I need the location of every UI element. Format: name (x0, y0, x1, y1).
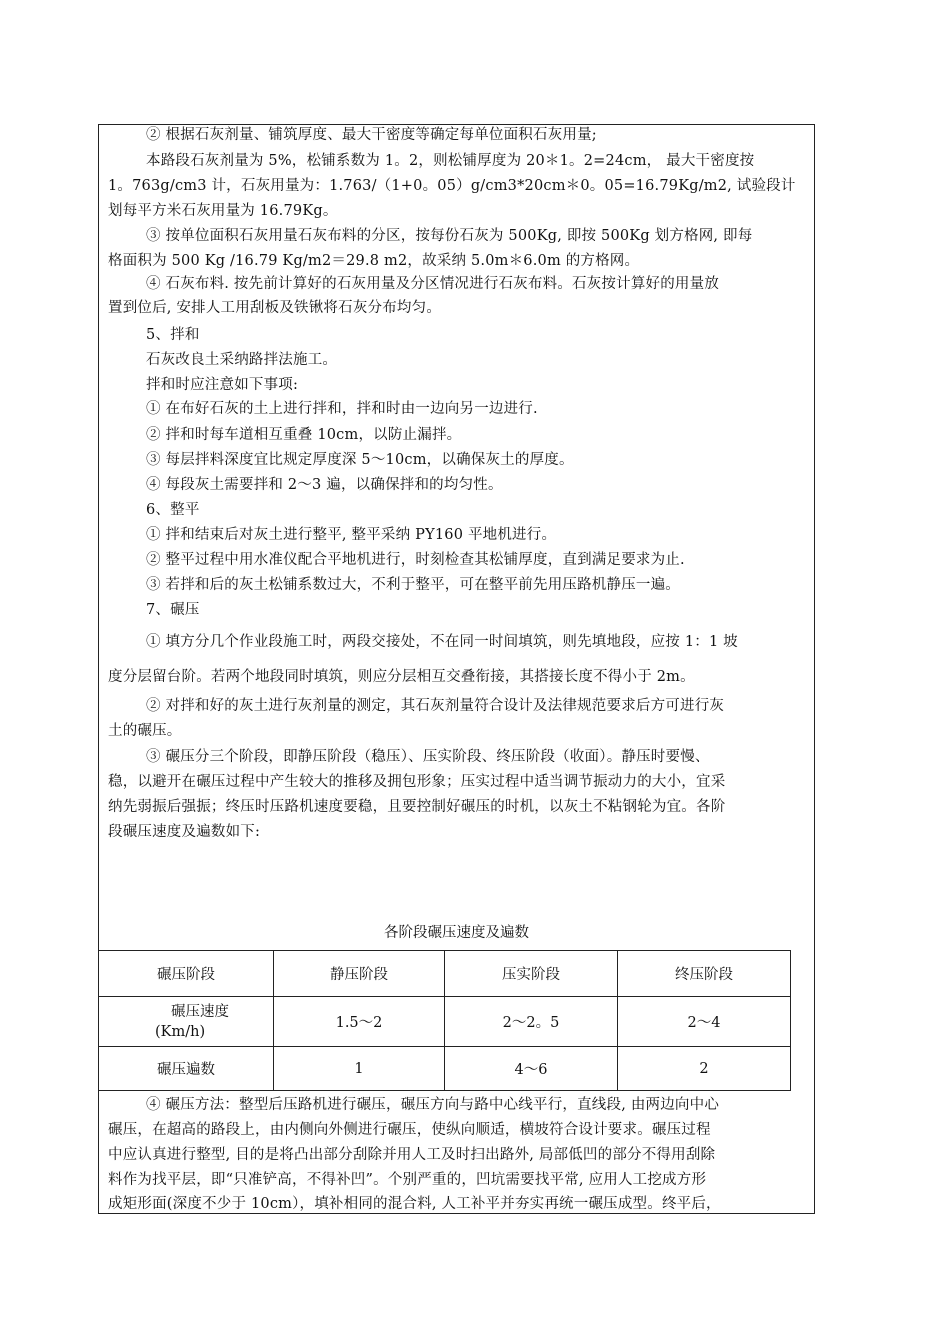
section-heading: 6、整平 (146, 502, 200, 518)
text-line: 稳，以避开在碾压过程中产生较大的推移及拥包形象；压实过程中适当调节振动力的大小，宜采 (108, 774, 726, 790)
text-line: 料作为找平层，即“只准铲高，不得补凹”。个别严重的，凹坑需要找平常, 应用人工挖成方形 (108, 1172, 707, 1188)
table-row-label: 碾压遍数 (99, 1047, 274, 1091)
table-header-cell: 碾压阶段 (99, 951, 274, 997)
text-line: 置到位后, 安排人工用刮板及铁锹将石灰分布均匀。 (108, 300, 442, 316)
list-item: ③ 每层拌料深度宜比规定厚度深 5～10cm，以确保灰土的厚度。 (146, 452, 574, 468)
text-line: ① 填方分几个作业段施工时，两段交接处，不在同一时间填筑，则先填地段，应按 1：1 坡 (146, 634, 738, 650)
rolling-speed-table (98, 950, 791, 1091)
table-cell: 1 (274, 1047, 445, 1091)
text-line: 格面积为 500 Kg /16.79 Kg/m2＝29.8 m2，故采纳 5.0m＊6.0m 的方格网。 (108, 253, 640, 269)
text-line: 度分层留台阶。若两个地段同时填筑，则应分层相互交叠衔接，其搭接长度不得小于 2m。 (108, 669, 695, 685)
text-line: 拌和时应注意如下事项: (146, 377, 299, 393)
table-row (99, 997, 791, 1047)
table-header-cell: 静压阶段 (274, 951, 445, 997)
table-row-label (99, 997, 274, 1047)
table-cell: 2～2。5 (445, 997, 618, 1047)
section-heading: 7、碾压 (146, 602, 200, 618)
text-line: ② 对拌和好的灰土进行灰剂量的测定，其石灰剂量符合设计及法律规范要求后方可进行灰 (146, 698, 725, 714)
table-cell: 2～4 (618, 997, 791, 1047)
text-line: ③ 按单位面积石灰用量石灰布料的分区，按每份石灰为 500Kg, 即按 500Kg 划方格网, 即每 (146, 228, 753, 244)
list-item: ① 在布好石灰的土上进行拌和，拌和时由一边向另一边进行. (146, 401, 538, 417)
table-cell: 2 (618, 1047, 791, 1091)
table-caption: 各阶段碾压速度及遍数 (384, 925, 529, 941)
text-line: 划每平方米石灰用量为 16.79Kg。 (108, 203, 338, 219)
table-cell: 1.5～2 (274, 997, 445, 1047)
list-item: ① 拌和结束后对灰土进行整平, 整平采纳 PY160 平地机进行。 (146, 527, 557, 543)
text-line: 石灰改良土采纳路拌法施工。 (146, 352, 338, 368)
text-line: 中应认真进行整型, 目的是将凸出部分刮除并用人工及时扫出路外, 局部低凹的部分不得用刮除 (108, 1147, 716, 1163)
text-line: 成矩形面(深度不少于 10cm），填补相同的混合料, 人工补平并夯实再统一碾压成型。终平后， (108, 1196, 721, 1212)
text-line: 本路段石灰剂量为 5%，松铺系数为 1。2，则松铺厚度为 20＊1。2=24cm， 最大干密度按 (146, 153, 755, 169)
text-line: 碾压，在超高的路段上，由内侧向外侧进行碾压，使纵向顺适，横坡符合设计要求。碾压过程 (108, 1122, 711, 1138)
list-item: ④ 每段灰土需要拌和 2～3 遍，以确保拌和的均匀性。 (146, 477, 503, 493)
text-line: ② 根据石灰剂量、铺筑厚度、最大干密度等确定每单位面积石灰用量; (146, 127, 597, 143)
table-header-row (99, 951, 791, 997)
text-line: 段碾压速度及遍数如下: (108, 824, 261, 840)
text-line: 纳先弱振后强振；终压时压路机速度要稳，且要控制好碾压的时机，以灰土不粘钢轮为宜。各阶 (108, 799, 726, 815)
text-line: 土的碾压。 (108, 723, 182, 739)
list-item: ② 拌和时每车道相互重叠 10cm，以防止漏拌。 (146, 427, 462, 443)
section-heading: 5、拌和 (146, 327, 200, 343)
text-line: ④ 石灰布料. 按先前计算好的石灰用量及分区情况进行石灰布料。石灰按计算好的用量放 (146, 276, 720, 292)
list-item: ③ 若拌和后的灰土松铺系数过大，不利于整平，可在整平前先用压路机静压一遍。 (146, 577, 681, 593)
table-row (99, 1047, 791, 1091)
text-line: ④ 碾压方法：整型后压路机进行碾压，碾压方向与路中心线平行，直线段, 由两边向中心 (146, 1097, 720, 1113)
table-header-cell: 压实阶段 (445, 951, 618, 997)
table-row-label-main: 碾压速度 (171, 1003, 229, 1020)
table-row-label-unit: (Km/h) (155, 1023, 206, 1040)
table-cell: 4～6 (445, 1047, 618, 1091)
table-header-cell: 终压阶段 (618, 951, 791, 997)
list-item: ② 整平过程中用水准仪配合平地机进行，时刻检查其松铺厚度，直到满足要求为止. (146, 552, 685, 568)
text-line: 1。763g/cm3 计，石灰用量为：1.763/（1+0。05）g/cm3*20cm＊0。05=16.79Kg/m2, 试验段计 (108, 178, 796, 194)
text-line: ③ 碾压分三个阶段，即静压阶段（稳压）、压实阶段、终压阶段（收面）。静压时要慢、 (146, 749, 710, 765)
